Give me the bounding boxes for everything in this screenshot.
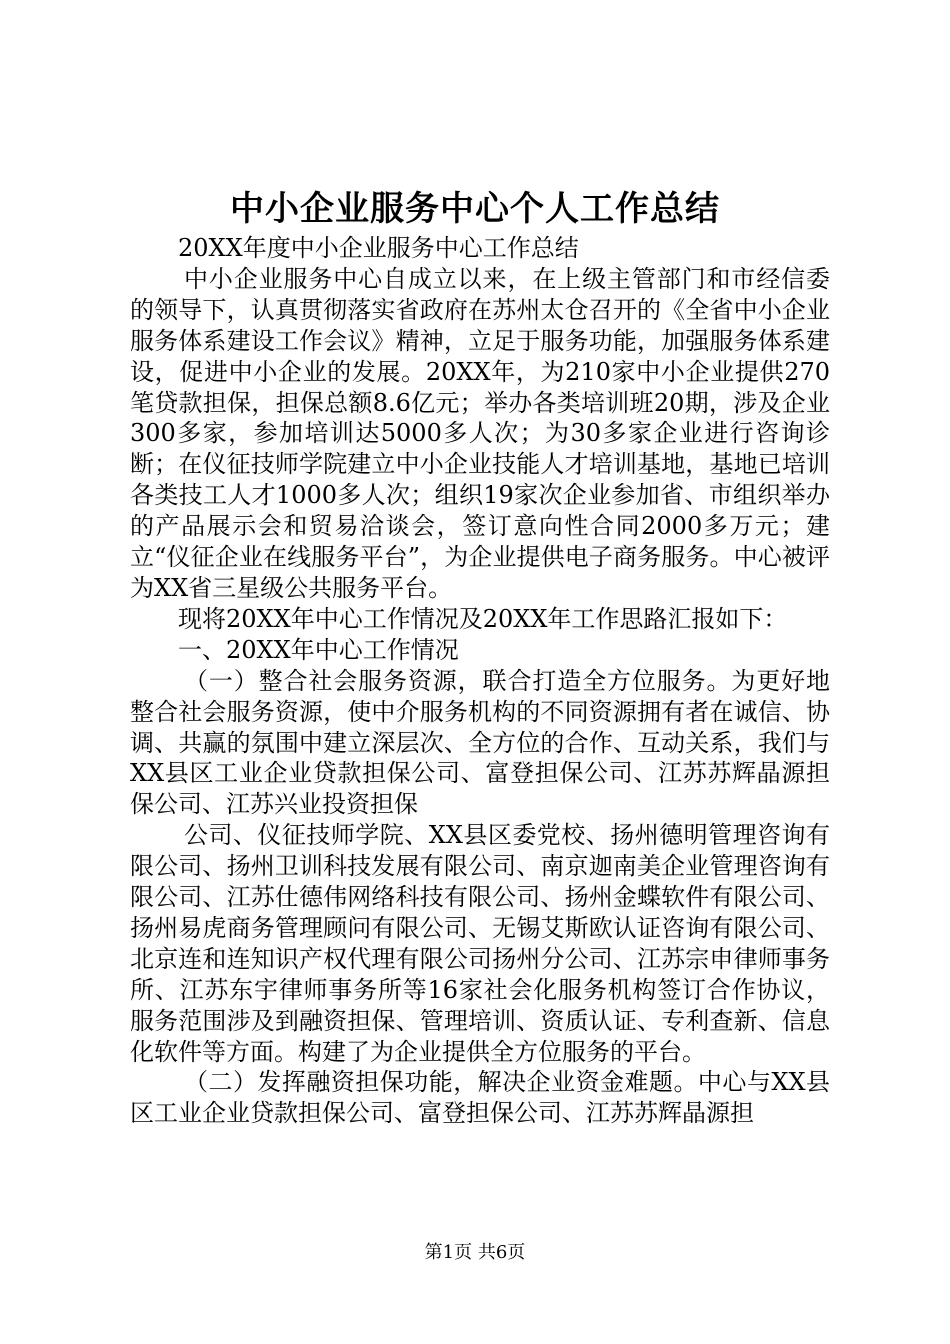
document-body: [130, 233, 830, 1129]
report-intro-paragraph: 现将20XX年中心工作情况及20XX年工作思路汇报如下：: [178, 604, 788, 633]
body-paragraph: 公司、仪征技师学院、XX县区委党校、扬州德明管理咨询有限公司、扬州卫训科技发展有限公司、南京迦南美企业管理咨询有限公司、江苏仕德伟网络科技有限公司、扬州金蝶软件有限公司、扬州易虎商务管理顾问有限公司、无锡艾斯欧认证咨询有限公司、北京连和连知识产权代理有限公司扬州分公司、江苏宗申律师事务所、江苏东宇律师事务所等16家社会化服务机构签订合作协议，服务范围涉及到融资担保、管理培训、资质认证、专利查新、信息化软件等方面。构建了为企业提供全方位服务的平台。: [130, 821, 830, 1066]
body-paragraph: （一）整合社会服务资源，联合打造全方位服务。为更好地整合社会服务资源，使中介服务机构的不同资源拥有者在诚信、协调、共赢的氛围中建立深层次、全方位的合作、互动关系，我们与XX县区工业企业贷款担保公司、富登担保公司、江苏苏辉晶源担保公司、江苏兴业投资担保: [130, 666, 830, 819]
page-footer: 第1页 共6页: [424, 1242, 526, 1263]
subtitle-paragraph: 20XX年度中小企业服务中心工作总结: [178, 234, 579, 262]
document-title: 中小企业服务中心个人工作总结: [230, 189, 720, 229]
body-paragraph: （二）发挥融资担保功能，解决企业资金难题。中心与XX县区工业企业贷款担保公司、富登担保公司、江苏苏辉晶源担: [130, 1068, 830, 1128]
section-heading: 一、20XX年中心工作情况: [178, 635, 459, 664]
intro-paragraph: 中小企业服务中心自成立以来，在上级主管部门和市经信委的领导下，认真贯彻落实省政府在苏州太仓召开的《全省中小企业服务体系建设工作会议》精神，立足于服务功能，加强服务体系建设，促进中小企业的发展。20XX年，为210家中小企业提供270笔贷款担保，担保总额8.6亿元；举办各类培训班20期，涉及企业300多家，参加培训达5000多人次；为30多家企业进行咨询诊断；在仪征技师学院建立中小企业技能人才培训基地，基地已培训各类技工人才1000多人次；组织19家次企业参加省、市组织举办的产品展示会和贸易洽谈会，签订意向性合同2000多万元；建立“仪征企业在线服务平台”，为企业提供电子商务服务。中心被评为XX省三星级公共服务平台。: [130, 264, 830, 602]
